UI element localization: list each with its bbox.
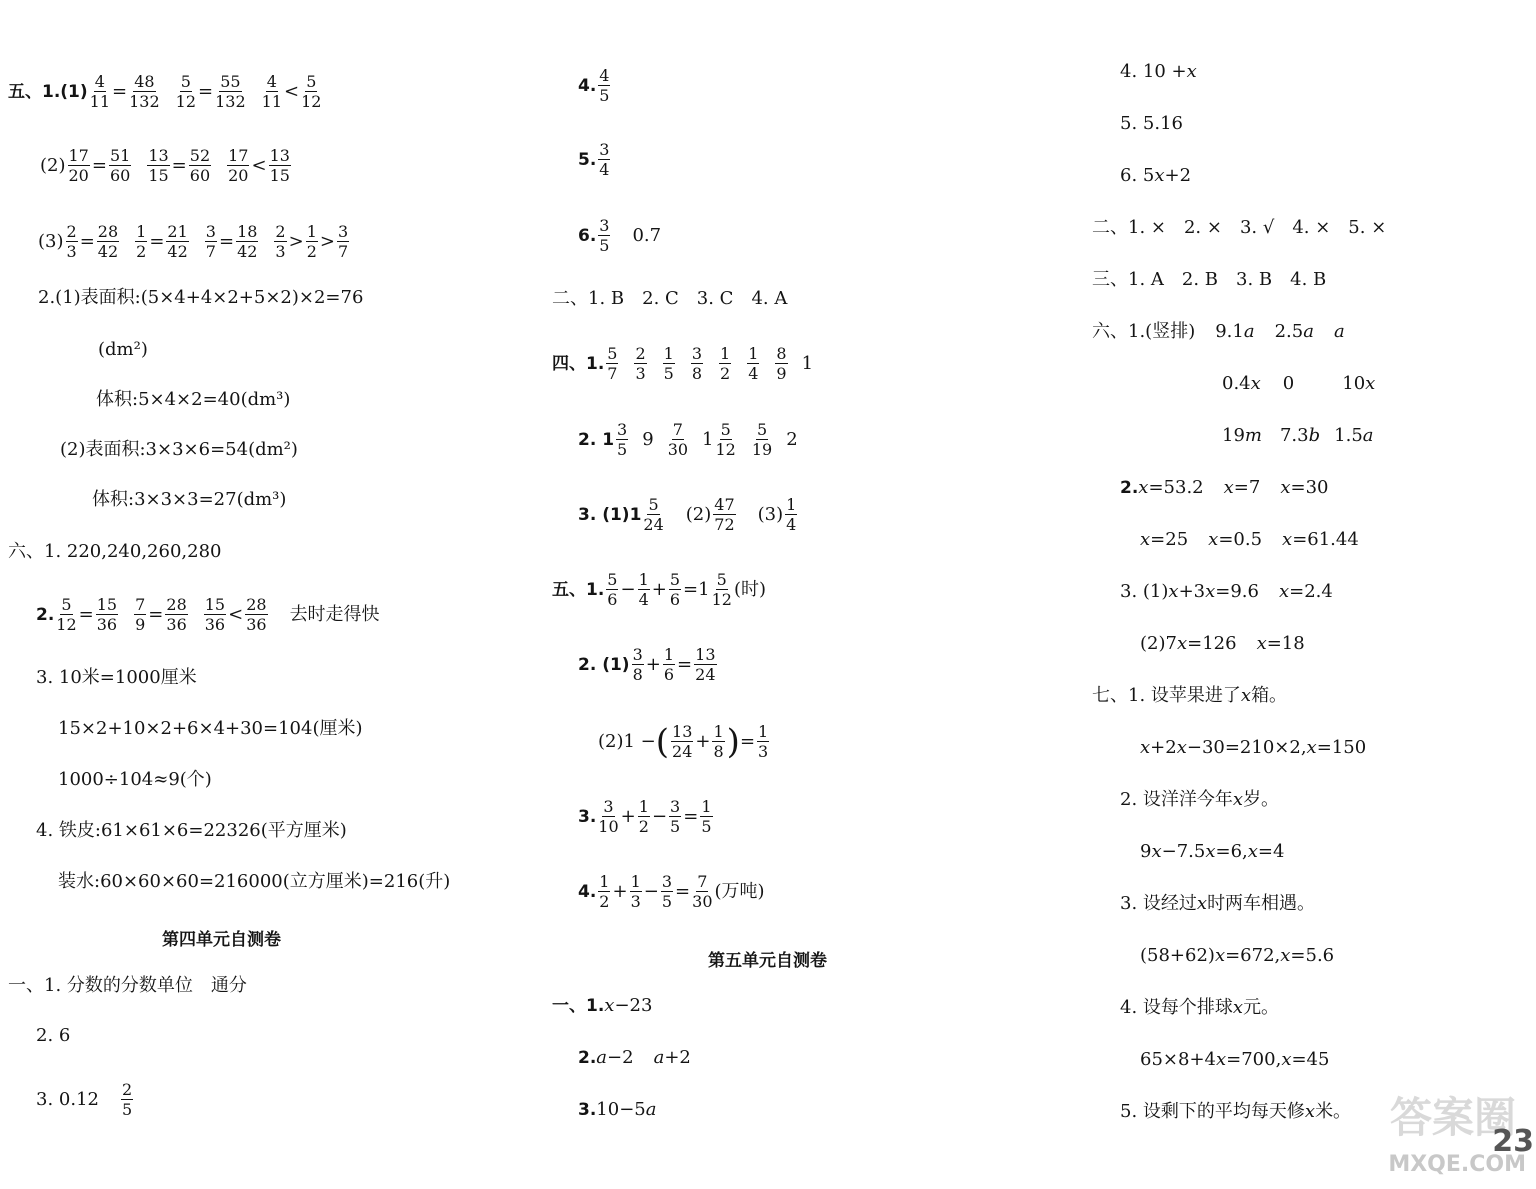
c3-line-7-2: 2. 设洋洋今年 x 岁。 bbox=[1120, 789, 1280, 810]
c2-line-1-2: 2. a −2 a +2 bbox=[578, 1047, 691, 1068]
c1-line-6-2: 2. 5 12 = 15 36 7 9 = 28 36 15 36 < 28 36 去时走得快 bbox=[36, 595, 380, 634]
c3-line-7-2b: 9 x −7.5 x =6, x =4 bbox=[1140, 841, 1285, 862]
c1-line-unit: (dm²) bbox=[98, 339, 148, 360]
c2-line-6: 6. 3 5 0.7 bbox=[578, 216, 662, 255]
c2-line-5-1: 五、1. 5 6 − 1 4 + 5 6 =1 5 12 (时) bbox=[552, 570, 766, 609]
c1-line-5-1-3: (3) 2 3 = 28 42 1 2 = 21 42 3 7 = 18 42 2 3 > 1 2 > 3 7 bbox=[38, 222, 349, 261]
c3-line-5: 5. 5.16 bbox=[1120, 113, 1183, 134]
c2-line-4: 4. 4 5 bbox=[578, 66, 610, 105]
c2-line-5-4: 4. 1 2 + 1 3 − 3 5 = 7 30 (万吨) bbox=[578, 872, 765, 911]
c1-line-5-2-1: 2.(1)表面积:(5×4+4×2+5×2)×2=76 bbox=[38, 287, 364, 308]
section-title-unit5: 第五单元自测卷 bbox=[708, 951, 827, 971]
c2-line-2-choices: 二、1. B 2. C 3. C 4. A bbox=[552, 288, 788, 309]
c3-line-6: 6. 5 x +2 bbox=[1120, 165, 1192, 186]
c2-line-5-2-1: 2. (1) 3 8 + 1 6 = 13 24 bbox=[578, 645, 716, 684]
c3-line-6-2b: x =25 x =0.5 x =61.44 bbox=[1140, 529, 1359, 550]
c2-line-4-2: 2. 1 3 5 9 7 30 1 5 12 5 19 2 bbox=[578, 420, 798, 459]
c1-line-6-3b: 15×2+10×2+6×4+30=104(厘米) bbox=[58, 718, 363, 739]
c1-line-6-4b: 装水:60×60×60=216000(立方厘米)=216(升) bbox=[58, 871, 451, 892]
c3-line-6-3-2: (2) 7 x =126 x =18 bbox=[1140, 633, 1305, 654]
section-title-unit4: 第四单元自测卷 bbox=[162, 930, 281, 950]
c1-line-6-3c: 1000÷104≈9(个) bbox=[58, 769, 212, 790]
watermark-text: MXQE.COM bbox=[1388, 1152, 1526, 1177]
c3-line-6-2: 2. x =53.2 x =7 x =30 bbox=[1120, 477, 1329, 498]
c3-line-6-1c: 19 m 7.3 b 1.5 a bbox=[1222, 425, 1374, 446]
c1-line-volume-1: 体积:5×4×2=40(dm³) bbox=[96, 389, 291, 410]
c3-line-7-3b: (58+62) x =672, x =5.6 bbox=[1140, 945, 1335, 966]
c2-line-1-3: 3. 10−5 a bbox=[578, 1099, 657, 1120]
c2-line-5-2-2: (2)1 − ( 13 24 + 1 8 ) = 1 3 bbox=[598, 721, 769, 762]
c3-line-7-3: 3. 设经过 x 时两车相遇。 bbox=[1120, 893, 1316, 914]
c1-line-1-3: 3. 0.12 2 5 bbox=[36, 1080, 133, 1119]
c3-line-3-choices: 三、1. A 2. B 3. B 4. B bbox=[1092, 269, 1327, 290]
c2-line-5: 5. 3 4 bbox=[578, 140, 610, 179]
c3-line-7-1: 七、1. 设苹果进了 x 箱。 bbox=[1092, 685, 1288, 706]
c2-line-5-3: 3. 3 10 + 1 2 − 3 5 = 1 5 bbox=[578, 797, 712, 836]
c1-line-volume-2: 体积:3×3×3=27(dm³) bbox=[92, 489, 287, 510]
c2-line-1-1: 一、1. x −23 bbox=[552, 995, 653, 1016]
c1-line-6-3: 3. 10米=1000厘米 bbox=[36, 667, 197, 688]
c1-line-1-1: 一、1. 分数的分数单位 通分 bbox=[8, 975, 247, 996]
c3-line-7-4: 4. 设每个排球 x 元。 bbox=[1120, 997, 1280, 1018]
page-number: 23 bbox=[1492, 1124, 1534, 1159]
c3-line-6-1b: 0.4 x 0 10 x bbox=[1222, 373, 1376, 394]
watermark-logo: 答案圈 bbox=[1389, 1093, 1516, 1142]
c3-line-7-4b: 65×8+4 x =700, x =45 bbox=[1140, 1049, 1330, 1070]
c2-line-4-3: 3. (1)1 5 24 (2) 47 72 (3) 1 4 bbox=[578, 495, 797, 534]
c1-line-5-2-2: (2)表面积:3×3×6=54(dm²) bbox=[60, 439, 298, 460]
c3-line-6-3-1: 3. (1) x +3 x =9.6 x =2.4 bbox=[1120, 581, 1333, 602]
c1-line-5-1-2: (2) 17 20 = 51 60 13 15 = 52 60 17 20 < 13 15 bbox=[40, 146, 290, 185]
c3-line-2-judge: 二、1. × 2. × 3. √ 4. × 5. × bbox=[1092, 217, 1387, 238]
c3-line-7-1b: x +2 x −30=210×2, x =150 bbox=[1140, 737, 1367, 758]
c1-line-6-4: 4. 铁皮:61×61×6=22326(平方厘米) bbox=[36, 820, 347, 841]
c3-line-4: 4. 10 + x bbox=[1120, 61, 1197, 82]
c3-line-6-1: 六、1.(竖排) 9.1 a 2.5 a a bbox=[1092, 321, 1345, 342]
c3-line-7-5: 5. 设剩下的平均每天修 x 米。 bbox=[1120, 1101, 1352, 1122]
c1-line-1-2: 2. 6 bbox=[36, 1025, 71, 1046]
c1-line-5-1-1: 五、1.(1) 4 11 = 48 132 5 12 = 55 132 4 11 < 5 12 bbox=[8, 72, 322, 111]
c2-line-4-1: 四、1. 5 7 2 3 1 5 3 8 1 2 1 4 8 9 1 bbox=[552, 344, 814, 383]
c1-line-6-1: 六、1. 220,240,260,280 bbox=[8, 541, 222, 562]
